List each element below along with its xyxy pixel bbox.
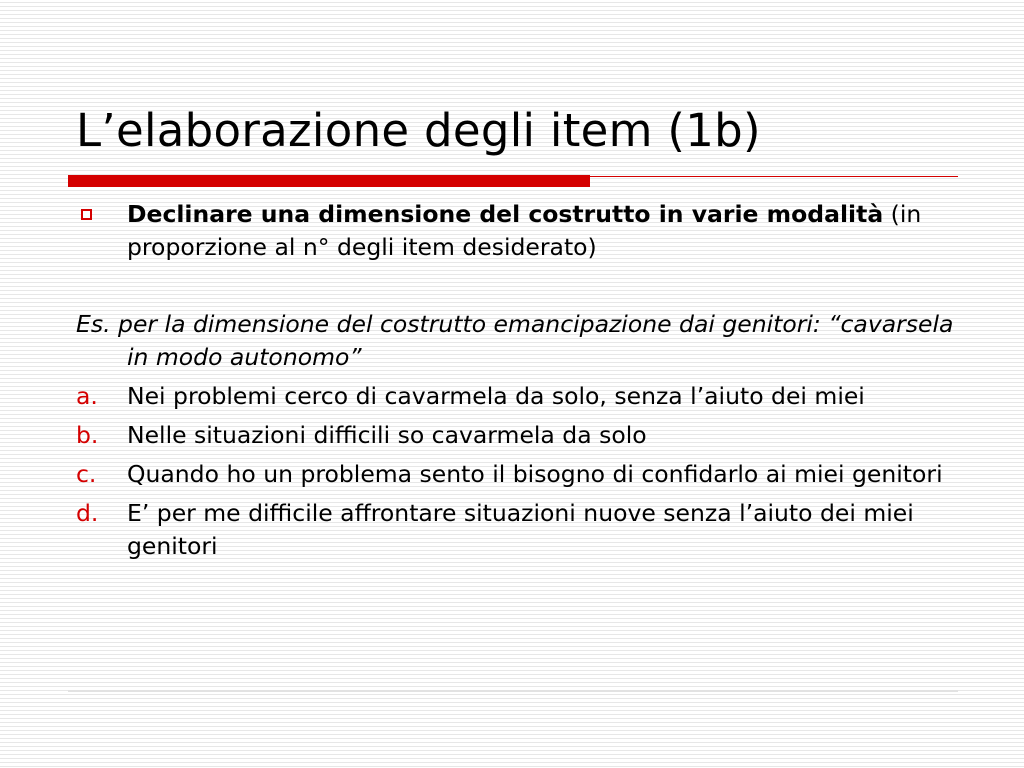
slide-title: L’elaborazione degli item (1b) <box>76 104 761 157</box>
main-bullet <box>76 198 976 264</box>
list-item-text: Nelle situazioni difficili so cavarmela da solo <box>127 421 647 449</box>
title-underline-accent <box>68 175 590 187</box>
list-item-marker: d. <box>76 499 99 527</box>
list-item-text: Nei problemi cerco di cavarmela da solo, senza l’aiuto dei miei <box>127 382 865 410</box>
example-text: Es. per la dimensione del costrutto emancipazione dai genitori: “cavarsela in modo autonomo” <box>76 310 954 371</box>
list-item <box>76 419 976 452</box>
list-item-marker: b. <box>76 421 99 449</box>
slide-body <box>76 198 976 569</box>
list-item-text: Quando ho un problema sento il bisogno di confidarlo ai miei genitori <box>127 460 943 488</box>
list-item-marker: a. <box>76 382 98 410</box>
list-item <box>76 380 976 413</box>
bullet-normal-text: (in proporzione al n° degli item desiderato) <box>127 200 922 261</box>
bullet-bold-text: Declinare una dimensione del costrutto in varie modalità <box>127 200 884 228</box>
list-item <box>76 458 976 491</box>
item-list <box>76 380 976 563</box>
footer-divider <box>68 690 958 692</box>
list-item-text: E’ per me difficile affrontare situazioni nuove senza l’aiuto dei miei genitori <box>127 499 914 560</box>
list-item <box>76 497 976 563</box>
list-item-marker: c. <box>76 460 97 488</box>
hollow-square-bullet-icon <box>81 209 92 220</box>
